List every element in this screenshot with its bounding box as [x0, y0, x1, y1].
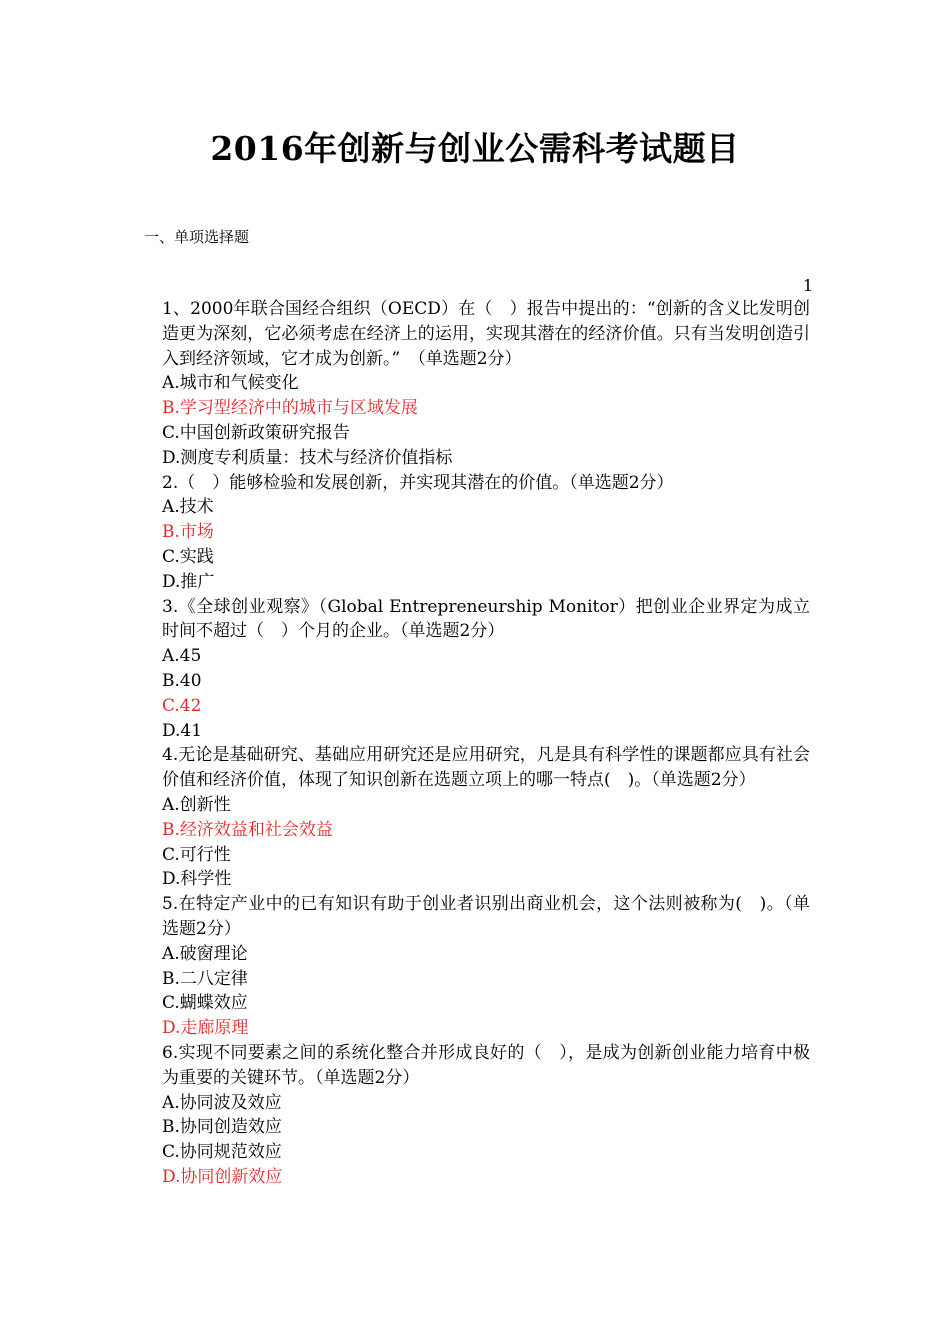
option-b-correct-answer: B.学习型经济中的城市与区域发展	[162, 398, 418, 419]
option-b: B.40	[162, 670, 202, 691]
question-4	[162, 743, 810, 892]
option-d: D.科学性	[162, 869, 232, 890]
option-list	[162, 942, 810, 1041]
option-list	[162, 495, 810, 594]
question-text: 2.（ ）能够检验和发展创新，并实现其潜在的价值。（单选题2分）	[162, 472, 674, 493]
question-text: 3.《全球创业观察》（Global Entrepreneurship Monitor）把创业企业界定为成立时间不超过（ ）个月的企业。（单选题2分）	[162, 596, 810, 642]
option-c: C.实践	[162, 546, 214, 567]
question-1	[162, 297, 810, 471]
option-d: D.推广	[162, 571, 215, 592]
option-b-correct-answer: B.市场	[162, 522, 214, 543]
option-b-correct-answer: B.经济效益和社会效益	[162, 819, 333, 840]
option-list	[162, 793, 810, 892]
option-b: B.二八定律	[162, 968, 248, 989]
option-a: A.城市和气候变化	[162, 373, 299, 394]
question-2	[162, 471, 810, 595]
option-list	[162, 371, 810, 470]
section-heading: 一、单项选择题	[144, 228, 250, 246]
question-text: 6.实现不同要素之间的系统化整合并形成良好的（ ），是成为创新创业能力培育中极为重要的关键环节。（单选题2分）	[162, 1042, 810, 1088]
option-a: A.技术	[162, 497, 214, 518]
question-text: 4.无论是基础研究、基础应用研究还是应用研究，凡是具有科学性的课题都应具有社会价值和经济价值，体现了知识创新在选题立项上的哪一特点( )。（单选题2分）	[162, 745, 810, 791]
option-c: C.协同规范效应	[162, 1142, 282, 1163]
question-5	[162, 892, 810, 1041]
page-title: 2016年创新与创业公需科考试题目	[210, 129, 740, 168]
option-list	[162, 644, 810, 743]
question-text: 1、2000年联合国经合组织（OECD）在（ ）报告中提出的：“创新的含义比发明创造更为深刻，它必须考虑在经济上的运用，实现其潜在的经济价值。只有当发明创造引入到经济领域，它才成为创新。” （单选题2分）	[162, 299, 810, 369]
option-c-correct-answer: C.42	[162, 695, 202, 716]
option-d-correct-answer: D.协同创新效应	[162, 1166, 283, 1187]
option-a: A.破窗理论	[162, 943, 248, 964]
question-text: 5.在特定产业中的已有知识有助于创业者识别出商业机会，这个法则被称为( )。（单选题2分）	[162, 894, 810, 939]
option-d: D.测度专利质量：技术与经济价值指标	[162, 447, 453, 468]
option-c: C.蝴蝶效应	[162, 993, 248, 1014]
question-6	[162, 1041, 810, 1190]
page-number: 1	[802, 276, 813, 295]
option-a: A.创新性	[162, 794, 231, 815]
option-d-correct-answer: D.走廊原理	[162, 1018, 249, 1039]
question-list	[162, 297, 810, 1190]
option-list	[162, 1091, 810, 1190]
option-c: C.可行性	[162, 844, 231, 865]
option-a: A.协同波及效应	[162, 1092, 282, 1113]
option-c: C.中国创新政策研究报告	[162, 422, 350, 443]
question-3	[162, 595, 810, 744]
option-d: D.41	[162, 720, 203, 741]
option-a: A.45	[162, 646, 202, 667]
option-b: B.协同创造效应	[162, 1117, 282, 1138]
